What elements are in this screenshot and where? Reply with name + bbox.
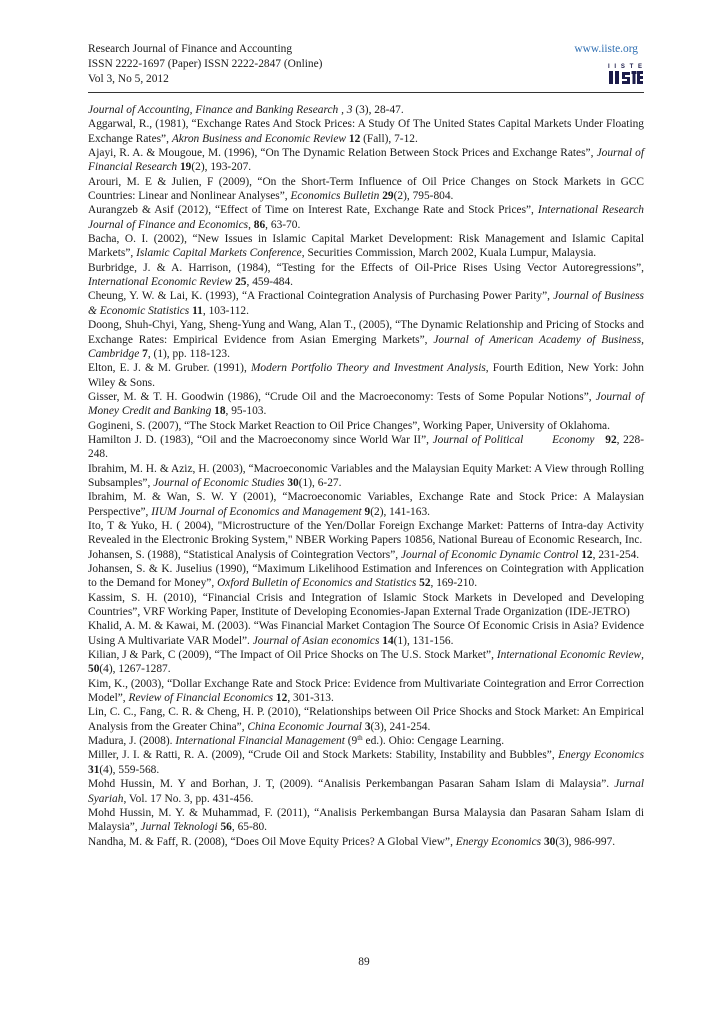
reference-entry	[88, 677, 644, 706]
reference-text: (2), 141-163.	[370, 505, 430, 518]
reference-text: Ito, T & Yuko, H. ( 2004), "Microstructure of the Yen/Dollar Foreign Exchange Market: Patterns of Intra-day Activity Revealed in the Electronic Broking System," NBER Working Papers 10856, National Bureau of Economic Research, Inc.	[88, 519, 644, 547]
reference-text: ,	[641, 649, 645, 662]
reference-volume: 14	[382, 634, 394, 647]
reference-text: Kassim, S. H. (2010), “Financial Crisis and Integration of Islamic Stock Markets in Developed and Developing Countries”, VRF Working Paper, Institute of Developing Economies-Japan External Trade Organization (IDE-JETRO)	[88, 591, 644, 619]
reference-source: Energy Economics	[558, 749, 644, 762]
reference-source: Economics Bulletin	[290, 190, 380, 203]
reference-entry	[88, 619, 644, 648]
reference-text: Mohd Hussin, M. Y. & Muhammad, F. (2011), “Analisis Perkembangan Bursa Malaysia dan Pasaran Saham Islam di Malaysia”,	[88, 806, 644, 834]
reference-text: (2), 795-804.	[393, 190, 454, 203]
reference-entry	[88, 548, 644, 562]
reference-entry	[88, 117, 644, 146]
reference-text: , 63-70.	[265, 218, 301, 231]
reference-text: , 95-103.	[225, 405, 267, 418]
reference-entry	[88, 705, 644, 734]
reference-volume: 12	[348, 132, 361, 145]
reference-entry	[88, 591, 644, 620]
reference-text: Bacha, O. I. (2002), “New Issues in Islamic Capital Market Development: Risk Management and Islamic Capital Markets”,	[88, 233, 644, 260]
reference-volume: 9	[364, 505, 371, 518]
reference-text: ,	[248, 218, 254, 231]
reference-text: (3), 241-254.	[370, 720, 431, 733]
reference-source: Journal of Economic Dynamic Control	[401, 548, 579, 561]
reference-source: Jurnal Teknologi	[140, 821, 218, 834]
reference-text: , 231-254.	[592, 548, 640, 561]
website-link[interactable]: www.iiste.org	[574, 43, 638, 55]
reference-text: (4), 559-568.	[99, 763, 160, 776]
volume-line: Vol 3, No 5, 2012	[88, 72, 169, 85]
reference-source: Journal of Accounting, Finance and Banking Research , 3	[88, 104, 353, 116]
reference-source: Journal of Economic Studies	[153, 476, 285, 489]
reference-text: , Vol. 17 No. 3, pp. 431-456.	[123, 792, 254, 805]
reference-text: Nandha, M. & Faff, R. (2008), “Does Oil Move Equity Prices? A Global View”,	[88, 835, 456, 848]
reference-text: Ibrahim, M. H. & Aziz, H. (2003), “Macroeconomic Variables and the Malaysian Equity Market: A View through Rolling Subsamples”,	[88, 462, 644, 489]
reference-entry	[88, 103, 644, 117]
journal-name: Research Journal of Finance and Accounting	[88, 43, 293, 55]
reference-text: , 301-313.	[287, 692, 334, 705]
reference-text: Doong, Shuh-Chyi, Yang, Sheng-Yung and Wang, Alan T., (2005), “The Dynamic Relationship and Pricing of Stocks and Exchange Rates: Empirical Evidence from Asian Emerging Markets”,	[88, 319, 644, 346]
reference-entry	[88, 462, 644, 491]
reference-volume: 25	[235, 276, 247, 289]
reference-source: Journal of Financial Research	[88, 147, 644, 174]
reference-volume: 7	[142, 347, 148, 360]
reference-entry	[88, 433, 644, 462]
reference-text: Johansen, S. & K. Juselius (1990), “Maximum Likelihood Estimation and Inferences on Cointegration with Application to the Demand for Money”,	[88, 563, 644, 590]
reference-volume: 52	[419, 577, 431, 590]
reference-text: Johansen, S. (1988), “Statistical Analysis of Cointegration Vectors”,	[88, 548, 401, 561]
reference-text: th	[357, 734, 363, 743]
reference-volume: 18	[214, 405, 226, 418]
reference-volume: 12	[581, 548, 593, 561]
reference-source: Modern Portfolio Theory and Investment Analysis	[250, 362, 486, 375]
reference-text: Gogineni, S. (2007), “The Stock Market Reaction to Oil Price Changes”, Working Paper, University of Oklahoma.	[88, 419, 610, 432]
reference-source: International Economic Review	[496, 649, 642, 662]
reference-text: , (1), pp. 118-123.	[147, 347, 230, 360]
reference-text: , Fourth Edition, New York: John Wiley & Sons.	[88, 362, 645, 389]
reference-entry	[88, 648, 644, 677]
reference-source: Journal of Money Credit and Banking	[88, 390, 644, 418]
reference-entry	[88, 777, 644, 806]
reference-entry	[88, 146, 644, 175]
reference-text: , Securities Commission, March 2002, Kuala Lumpur, Malaysia.	[301, 247, 597, 260]
reference-text: Arouri, M. E & Julien, F (2009), “On the Short-Term Influence of Oil Price Changes on Stock Markets in GCC Countries: Linear and Nonlinear Analyses”,	[88, 175, 644, 203]
page-header	[88, 42, 644, 86]
reference-text: , 169-210.	[430, 577, 478, 590]
reference-entry	[88, 419, 644, 433]
reference-volume: 19	[179, 161, 192, 174]
reference-text: Mohd Hussin, M. Y and Borhan, J. T, (2009). “Analisis Perkembangan Pasaran Saham Islam di Malaysia”.	[88, 778, 615, 791]
reference-text: , 459-484.	[246, 276, 294, 289]
reference-text: (Fall), 7-12.	[360, 132, 418, 145]
reference-volume: 12	[275, 692, 288, 705]
reference-text: Aurangzeb & Asif (2012), “Effect of Time on Interest Rate, Exchange Rate and Stock Prices”,	[88, 204, 538, 217]
reference-source: Journal of Political Economy	[432, 433, 595, 446]
reference-volume: 29	[382, 190, 394, 203]
reference-text: Lin, C. C., Fang, C. R. & Cheng, H. P. (2010), “Relationships between Oil Price Shocks and Stock Market: An Empirical Analysis from the Greater China”,	[88, 706, 644, 733]
reference-source: Journal of Asian economics	[252, 634, 380, 647]
reference-text: (3), 28-47.	[352, 104, 404, 116]
reference-text: (1), 131-156.	[393, 634, 454, 647]
reference-entry	[88, 361, 644, 390]
reference-source: Oxford Bulletin of Economics and Statistics	[217, 577, 417, 590]
reference-volume: 11	[192, 304, 203, 317]
reference-entry	[88, 203, 644, 232]
reference-entry	[88, 519, 644, 548]
iiste-logo	[606, 56, 644, 86]
reference-entry	[88, 806, 644, 835]
reference-entry	[88, 490, 644, 519]
reference-entry	[88, 289, 644, 318]
reference-text: , 103-112.	[202, 304, 249, 317]
header-rule	[88, 92, 644, 93]
reference-text: Cheung, Y. W. & Lai, K. (1993), “A Fractional Cointegration Analysis of Purchasing Power Parity”,	[88, 290, 554, 303]
reference-text: (3), 986-997.	[555, 835, 616, 848]
reference-source: Islamic Capital Markets Conference	[136, 247, 302, 260]
reference-volume: 30	[543, 835, 556, 848]
reference-entry	[88, 562, 644, 591]
reference-source: China Economic Journal	[247, 720, 362, 733]
reference-entry	[88, 232, 644, 261]
reference-list	[88, 103, 644, 849]
reference-source: Journal of Business & Economic Statistics	[88, 290, 644, 317]
issn-line: ISSN 2222-1697 (Paper) ISSN 2222-2847 (Online)	[88, 57, 323, 70]
reference-text: , 65-80.	[231, 821, 267, 834]
reference-text: (2), 193-207.	[191, 161, 252, 174]
reference-volume: 31	[88, 763, 100, 776]
reference-source: Energy Economics	[455, 835, 542, 848]
reference-entry	[88, 175, 644, 204]
reference-source: Review of Financial Economics	[128, 692, 274, 705]
reference-text: Burbridge, J. & A. Harrison, (1984), “Testing for the Effects of Oil-Price Rises Using Vector Autoregressions”,	[88, 261, 644, 274]
reference-source: International Research Journal of Finance and Economics	[88, 204, 645, 231]
reference-text	[594, 434, 605, 446]
reference-text: (1), 6-27.	[298, 476, 342, 489]
reference-text: Kim, K., (2003), “Dollar Exchange Rate and Stock Price: Evidence from Multivariate Cointegration and Error Correction Model”,	[88, 677, 644, 705]
page-number: 89	[358, 956, 370, 968]
reference-text: Aggarwal, R., (1981), “Exchange Rates And Stock Prices: A Study Of The United States Capital Markets Under Floating Exchange Rates”,	[88, 118, 644, 145]
reference-text: Kilian, J & Park, C (2009), “The Impact of Oil Price Shocks on The U.S. Stock Market”,	[88, 649, 497, 662]
reference-text: (9	[344, 735, 358, 748]
reference-volume: 3	[364, 720, 371, 733]
reference-entry	[88, 318, 644, 361]
reference-source: Journal of American Academy of Business, Cambridge	[88, 333, 644, 360]
reference-source: Akron Business and Economic Review	[171, 132, 347, 145]
reference-volume: 86	[253, 218, 266, 231]
reference-entry	[88, 748, 644, 777]
reference-text: , 228-248.	[88, 433, 644, 461]
reference-entry	[88, 390, 644, 419]
reference-volume: 92	[605, 433, 617, 446]
reference-text: Miller, J. I. & Ratti, R. A. (2009), “Crude Oil and Stock Markets: Stability, Instability and Bubbles”,	[88, 749, 559, 762]
reference-source: International Financial Management	[175, 735, 345, 748]
reference-text: ed.). Ohio: Cengage Learning.	[362, 735, 505, 748]
reference-text: Elton, E. J. & M. Gruber. (1991),	[88, 362, 251, 375]
reference-text: Madura, J. (2008).	[88, 735, 176, 748]
reference-entry	[88, 734, 644, 748]
reference-source: Jurnal Syariah	[88, 778, 644, 805]
reference-text: (4), 1267-1287.	[99, 663, 171, 676]
reference-text: Hamilton J. D. (1983), “Oil and the Macroeconomy since World War II”,	[88, 433, 433, 446]
reference-volume: 56	[220, 821, 232, 834]
reference-volume: 50	[88, 663, 100, 676]
reference-source: IIUM Journal of Economics and Management	[151, 505, 362, 518]
reference-text: Ajayi, R. A. & Mougoue, M. (1996), “On The Dynamic Relation Between Stock Prices and Exchange Rates”,	[88, 147, 597, 160]
reference-text: Gisser, M. & T. H. Goodwin (1986), “Crude Oil and the Macroeconomy: Tests of Some Popular Notions”,	[88, 390, 596, 403]
reference-volume: 30	[287, 476, 299, 489]
reference-entry	[88, 835, 644, 849]
reference-source: International Economic Review	[88, 276, 233, 289]
reference-entry	[88, 261, 644, 290]
reference-text: Ibrahim, M. & Wan, S. W. Y (2001), “Macroeconomic Variables, Exchange Rate and Stock Price: A Malaysian Perspective”,	[88, 491, 644, 518]
iiste-logo-text: IISTE	[608, 64, 642, 70]
reference-text: Khalid, A. M. & Kawai, M. (2003). “Was Financial Market Contagion The Source Of Economic Crisis in Asia? Evidence Using A Multivariate VAR Model”.	[88, 620, 644, 647]
